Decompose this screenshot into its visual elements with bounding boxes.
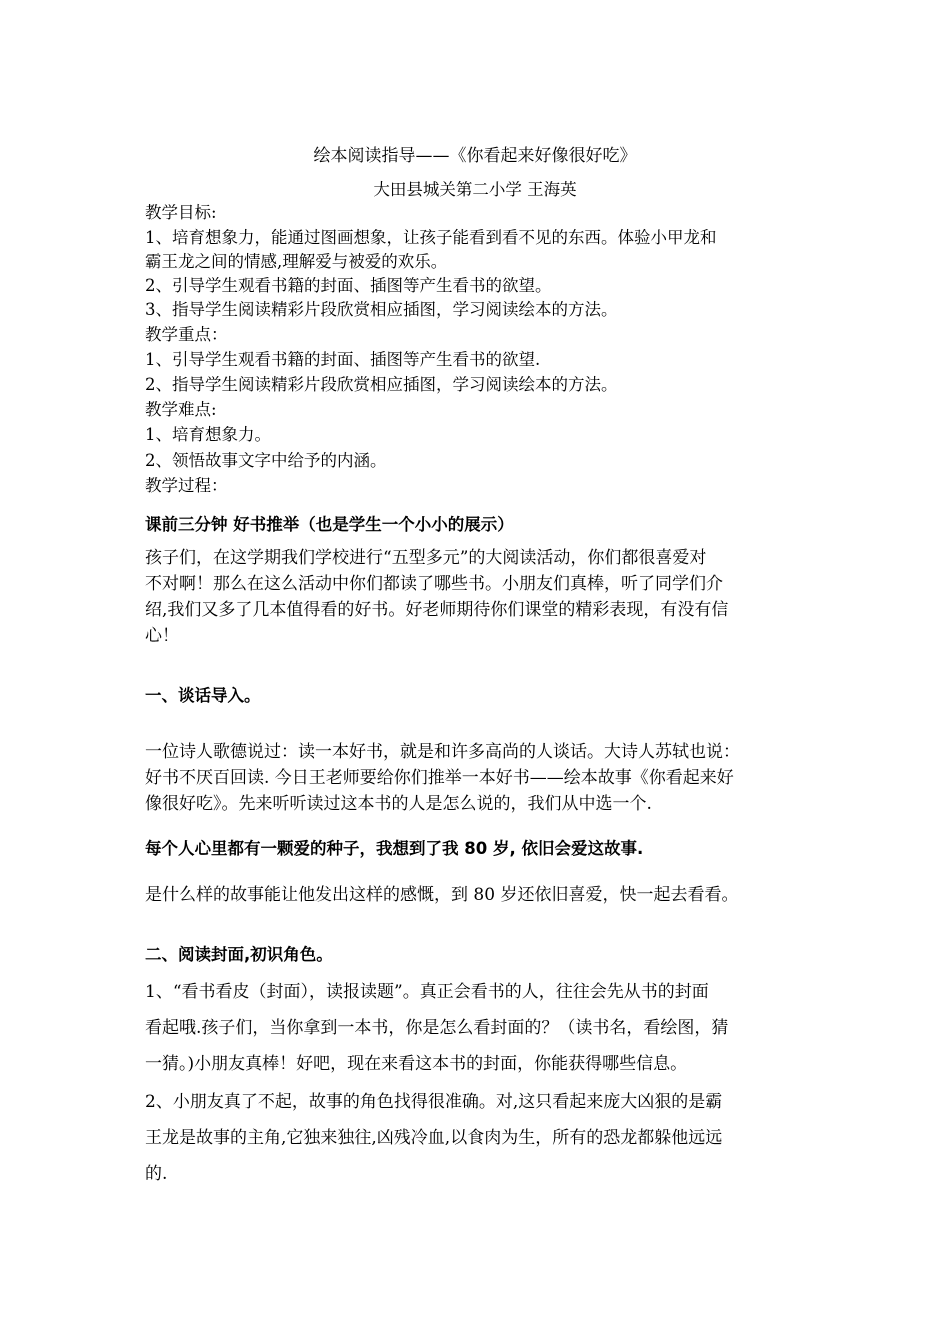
section2-line: 的. [145,1164,168,1184]
section2-line: 看起哦.孩子们，当你拿到一本书，你是怎么看封面的？（读书名，看绘图，猜 [145,1018,729,1038]
section2-line: 一猜。)小朋友真棒！好吧，现在来看这本书的封面，你能获得哪些信息。 [145,1054,688,1074]
document-title: 绘本阅读指导——《你看起来好像很好吃》 [313,146,637,166]
objective-line: 2、引导学生观看书籍的封面、插图等产生看书的欲望。 [145,276,552,295]
difficulties-heading: 教学难点: [145,400,217,419]
section1-heading: 一、谈话导入。 [145,686,261,705]
section2-heading: 二、阅读封面,初识角色。 [145,945,333,964]
difficulty-line: 1、培育想象力。 [145,425,271,444]
objectives-heading: 教学目标: [145,203,217,222]
objective-line: 1、培育想象力，能通过图画想象，让孩子能看到看不见的东西。体验小甲龙和 [145,228,717,247]
section1-followup: 是什么样的故事能让他发出这样的感慨，到 80 岁还依旧喜爱，快一起去看看。 [145,885,739,905]
section2-line: 2、小朋友真了不起，故事的角色找得很准确。对,这只看起来庞大凶狠的是霸 [145,1092,723,1112]
process-heading: 教学过程： [145,476,228,495]
section2-line: 王龙是故事的主角,它独来独往,凶残冷血,以食肉为生，所有的恐龙都躲他远远 [145,1128,723,1148]
section2-line: 1、“看书看皮（封面），读报读题”。真正会看书的人，往往会先从书的封面 [145,982,709,1002]
section1-quote: 每个人心里都有一颗爱的种子，我想到了我 80 岁, 依旧会爱这故事. [145,839,644,858]
difficulty-line: 2、领悟故事文字中给予的内涵。 [145,451,387,470]
section1-line: 好书不厌百回读. 今日王老师要给你们推举一本好书——绘本故事《你看起来好 [145,768,734,788]
key-point-line: 1、引导学生观看书籍的封面、插图等产生看书的欲望. [145,350,541,369]
pre-class-line: 心！ [145,626,179,646]
objective-line: 霸王龙之间的情感,理解爱与被爱的欢乐。 [145,252,448,271]
section1-line: 像很好吃》。先来听听读过这本书的人是怎么说的，我们从中选一个. [145,794,652,814]
pre-class-line: 绍,我们又多了几本值得看的好书。好老师期待你们课堂的精彩表现，有没有信 [145,600,729,620]
author-line: 大田县城关第二小学 王海英 [373,180,577,199]
pre-class-heading: 课前三分钟 好书推举（也是学生一个小小的展示） [145,515,514,534]
pre-class-line: 孩子们，在这学期我们学校进行“五型多元”的大阅读活动，你们都很喜爱对 [145,548,707,568]
objective-line: 3、指导学生阅读精彩片段欣赏相应插图，学习阅读绘本的方法。 [145,300,618,319]
key-point-line: 2、指导学生阅读精彩片段欣赏相应插图，学习阅读绘本的方法。 [145,375,618,394]
section1-line: 一位诗人歌德说过：读一本好书，就是和许多高尚的人谈话。大诗人苏轼也说： [145,742,740,762]
key-points-heading: 教学重点： [145,325,228,344]
pre-class-line: 不对啊！那么在这么活动中你们都读了哪些书。小朋友们真棒，听了同学们介 [145,574,723,594]
